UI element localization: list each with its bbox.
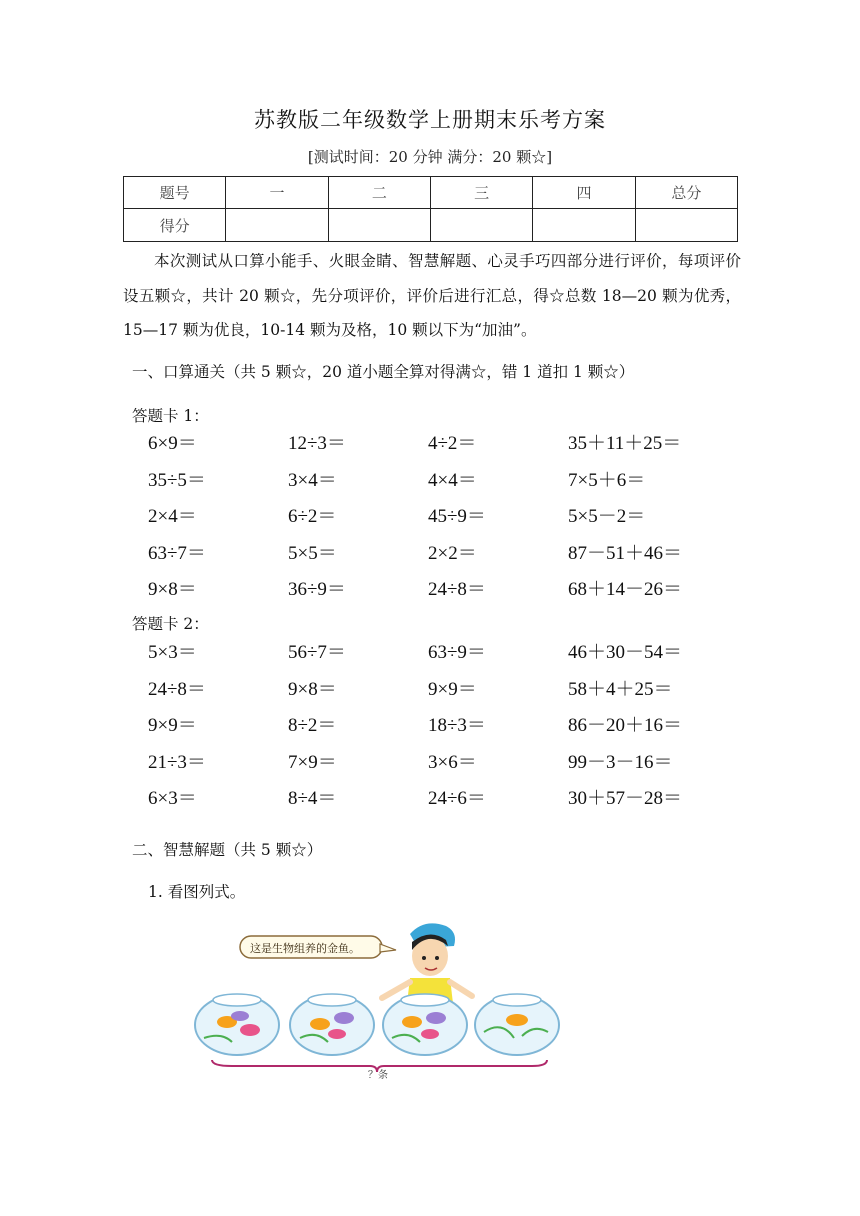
arithmetic-problem: 30＋57－28＝: [568, 788, 683, 809]
arithmetic-problem: 3×6＝: [428, 751, 477, 773]
arithmetic-problem: 35＋11＋25＝: [568, 433, 682, 454]
header-cell: 一: [226, 177, 328, 209]
header-cell: 题号: [124, 177, 226, 209]
score-row-label: 得分: [124, 209, 226, 242]
total-bracket: [212, 1060, 547, 1080]
arithmetic-problem: 45÷9＝: [428, 506, 486, 527]
arithmetic-problem: 24÷8＝: [148, 678, 206, 700]
arithmetic-problem: 5×5＝: [288, 542, 337, 564]
document-subtitle: [测试时间：20 分钟 满分：20 颗☆]: [307, 148, 553, 166]
arithmetic-problem: 8÷4＝: [288, 788, 337, 809]
arithmetic-problem: 9×9＝: [428, 678, 477, 700]
score-cell[interactable]: [226, 209, 328, 242]
card2-label: 答题卡 2：: [132, 615, 209, 633]
document-title: 苏教版二年级数学上册期末乐考方案: [254, 108, 606, 132]
score-cell[interactable]: [533, 209, 635, 242]
bracket-label: ？条: [368, 1070, 388, 1080]
arithmetic-problem: 35÷5＝: [148, 469, 206, 491]
arithmetic-problem: 68＋14－26＝: [568, 579, 683, 600]
arithmetic-problem: 56÷7＝: [288, 642, 346, 663]
problem-row: [148, 710, 748, 747]
arithmetic-problem: 58＋4＋25＝: [568, 678, 673, 700]
arithmetic-problem: 9×9＝: [148, 715, 197, 736]
problem-row: [148, 637, 748, 674]
score-table: [123, 176, 738, 242]
section2-title: 二、智慧解题（共 5 颗☆）: [132, 841, 323, 859]
arithmetic-problem: 12÷3＝: [288, 433, 346, 454]
fish-bowl: [475, 994, 559, 1055]
arithmetic-problem: 6×9＝: [148, 433, 197, 454]
arithmetic-problem: 87－51＋46＝: [568, 542, 683, 564]
arithmetic-problem: 99－3－16＝: [568, 751, 673, 773]
score-cell[interactable]: [635, 209, 737, 242]
arithmetic-problem: 46＋30－54＝: [568, 642, 683, 663]
arithmetic-problem: 6×3＝: [148, 788, 197, 809]
question-1-text: 1. 看图列式。: [148, 883, 246, 901]
card1-label: 答题卡 1：: [132, 407, 209, 425]
problem-row: [148, 465, 748, 502]
intro-paragraph: 本次测试从口算小能手、火眼金睛、智慧解题、心灵手巧四部分进行评价，每项评价设五颗☆，共计 20 颗☆，先分项评价，评价后进行汇总，得☆总数 18—20 颗为优秀，15—17 颗为优良，10-14 颗为及格，10 颗以下为“加油”。: [123, 252, 741, 339]
score-table-score-row: [124, 209, 738, 242]
header-cell: 总分: [635, 177, 737, 209]
arithmetic-problem: 36÷9＝: [288, 579, 346, 600]
section1-title: 一、口算通关（共 5 颗☆，20 道小题全算对得满☆，错 1 道扣 1 颗☆）: [132, 363, 635, 381]
fish-bowl: [290, 994, 374, 1055]
problem-row: [148, 574, 748, 611]
arithmetic-problem: 4÷2＝: [428, 433, 477, 454]
arithmetic-problem: 3×4＝: [288, 469, 337, 491]
arithmetic-problem: 5×3＝: [148, 642, 197, 663]
arithmetic-problem: 24÷6＝: [428, 788, 486, 809]
header-cell: 四: [533, 177, 635, 209]
arithmetic-problem: 7×5＋6＝: [568, 469, 646, 491]
speech-bubble: [240, 936, 396, 958]
card2-problem-grid: [148, 637, 748, 820]
score-table-header-row: [124, 177, 738, 209]
speech-text: 这是生物组养的金鱼。: [250, 942, 360, 955]
arithmetic-problem: 9×8＝: [148, 579, 197, 600]
arithmetic-problem: 2×2＝: [428, 542, 477, 564]
score-cell[interactable]: [430, 209, 532, 242]
arithmetic-problem: 7×9＝: [288, 751, 337, 773]
fish-bowl: [195, 994, 279, 1055]
arithmetic-problem: 63÷7＝: [148, 542, 206, 564]
problem-row: [148, 428, 748, 465]
score-cell[interactable]: [328, 209, 430, 242]
arithmetic-problem: 2×4＝: [148, 506, 197, 527]
arithmetic-problem: 4×4＝: [428, 469, 477, 491]
problem-row: [148, 747, 748, 784]
card1-problem-grid: [148, 428, 748, 611]
arithmetic-problem: 5×5－2＝: [568, 506, 646, 527]
problem-row: [148, 538, 748, 575]
arithmetic-problem: 24÷8＝: [428, 579, 486, 600]
problem-row: [148, 783, 748, 820]
arithmetic-problem: 63÷9＝: [428, 642, 486, 663]
header-cell: 二: [328, 177, 430, 209]
arithmetic-problem: 21÷3＝: [148, 751, 206, 773]
header-cell: 三: [430, 177, 532, 209]
arithmetic-problem: 18÷3＝: [428, 715, 486, 736]
arithmetic-problem: 9×8＝: [288, 678, 337, 700]
fish-bowl: [383, 994, 467, 1055]
fish-bowls-illustration: [192, 920, 562, 1080]
arithmetic-problem: 86－20＋16＝: [568, 715, 683, 736]
arithmetic-problem: 8÷2＝: [288, 715, 337, 736]
problem-row: [148, 674, 748, 711]
problem-row: [148, 501, 748, 538]
arithmetic-problem: 6÷2＝: [288, 506, 337, 527]
